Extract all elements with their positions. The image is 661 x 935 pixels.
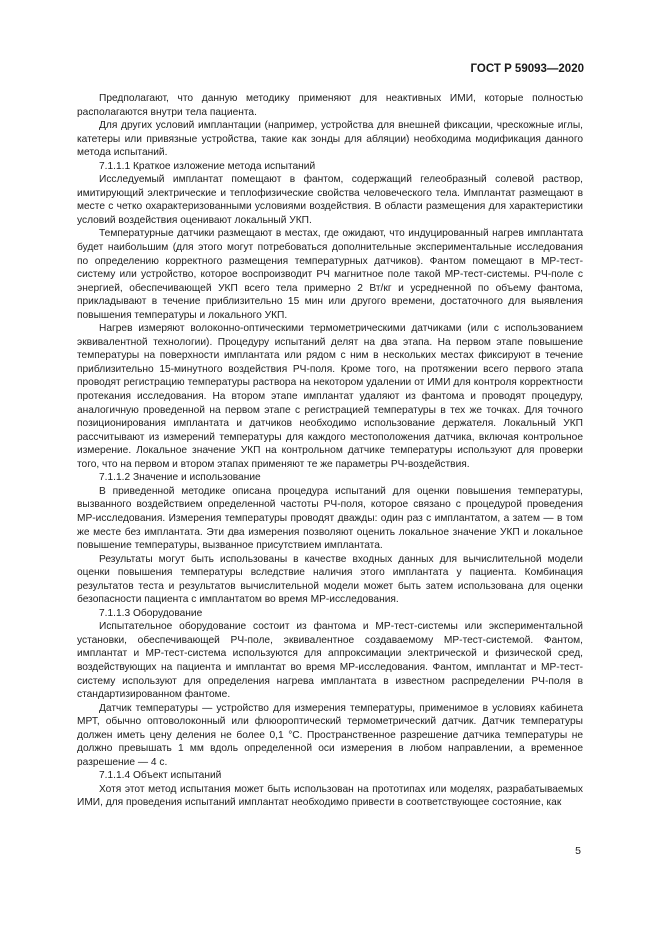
standard-designation: ГОСТ Р 59093—2020	[470, 63, 584, 75]
paragraph: Температурные датчики размещают в местах, где ожидают, что индуцированный нагрев имплантата будет наибольшим (для этого могут потребоваться дополнительные экспериментальные исследования по определению корректного размещения температурных датчиков). Фантом помещают в МР-тест-систему или устройство, которое воспроизводит РЧ магнитное поле такой МР-тест-системы. РЧ-поле с энергией, обеспечивающей УКП всего тела примерно 2 Вт/кг и усредненной по объему фантома, прикладывают в течение приблизительно 15 мин или другого времени, достаточного для выявления повышения температуры и локального УКП.	[77, 228, 583, 321]
paragraph: Датчик температуры — устройство для измерения температуры, применимое в условиях кабинета МРТ, обычно оптоволоконный или флюороптический термометрический датчик. Датчик температуры должен иметь цену деления не более 0,1 °С. Пространственное разрешение датчика температуры не должно превышать 1 мм вдоль определенной оси измерения в любом направлении, а временное разрешение — 4 с.	[77, 702, 583, 768]
section-heading: 7.1.1.4 Объект испытаний	[99, 770, 222, 782]
section-heading: 7.1.1.3 Оборудование	[99, 607, 203, 619]
paragraph: Хотя этот метод испытания может быть использован на прототипах или моделях, разрабатываемых ИМИ, для проведения испытаний имплантат необходимо привести в соответствующее состояние, как	[77, 783, 583, 809]
paragraph: Нагрев измеряют волоконно-оптическими термометрическими датчиками (или с использованием эквивалентной технологии). Процедуру испытаний делят на два этапа. На первом этапе повышение температуры на поверхности имплантата или рядом с ним в нескольких местах фиксируют в течение приблизительно 15-минутного воздействия РЧ-поля. Кроме того, на протяжении всего первого этапа проводят регистрацию температуры раствора на некотором удалении от ИМИ для контроля корректности протекания исследования. На втором этапе имплантат удаляют из фантома и проводят процедуру, аналогичную проведенной на первом этапе с регистрацией температуры в тех же точках. Для точного позиционирования имплантата и датчиков необходимо использование держателя. Локальный УКП рассчитывают из измерений температуры для каждого местоположения датчика, включая контрольное измерение. Локальное значение УКП на контрольном датчике температуры используют для проверки того, что на первом и втором этапах применяют те же параметры РЧ-воздействия.	[77, 323, 583, 470]
paragraph: Исследуемый имплантат помещают в фантом, содержащий гелеобразный солевой раствор, имитирующий электрические и теплофизические свойства человеческого тела. Имплантат размещают в месте с четко охарактеризованными условиями воздействия. В области размещения для характеристики условий воздействия оценивают локальный УКП.	[77, 174, 583, 226]
page-number: 5	[575, 845, 581, 857]
section-heading: 7.1.1.2 Значение и использование	[99, 472, 261, 484]
paragraph: В приведенной методике описана процедура испытаний для оценки повышения температуры, вызванного воздействием определенной частоты РЧ-поля, которое связано с процедурой проведения МР-исследования. Измерения температуры проводят дважды: один раз с имплантатом, а затем — в том же месте без имплантата. Эти два измерения позволяют оценить локальное значение УКП и локальное повышение температуры, вызванное присутствием имплантата.	[77, 485, 583, 552]
body-text	[77, 92, 583, 810]
paragraph: Для других условий имплантации (например, устройства для внешней фиксации, чрескожные иглы, катетеры или привязные устройства, такие как зонды для абляции) необходима модификация данного метода испытаний.	[77, 120, 583, 159]
paragraph: Результаты могут быть использованы в качестве входных данных для вычислительной модели оценки повышения температуры вследствие наличия этого имплантата у пациента. Комбинация результатов теста и результатов вычислительной модели может быть затем использована для оценки безопасности пациента с имплантатом во время МР-исследования.	[77, 553, 583, 606]
paragraph: Предполагают, что данную методику применяют для неактивных ИМИ, которые полностью располагаются внутри тела пациента.	[77, 93, 583, 118]
section-heading: 7.1.1.1 Краткое изложение метода испытаний	[99, 160, 316, 172]
paragraph: Испытательное оборудование состоит из фантома и МР-тест-системы или экспериментальной установки, обеспечивающей РЧ-поле, эквивалентное создаваемому МР-тест-системой. Фантом, имплантат и МР-тест-система используются для аппроксимации электрической и физической сред, воздействующих на пациента и имплантат во время МР-исследования. Фантом, имплантат и МР-тест-систему используют для определения нагрева имплантата в известном распределении РЧ-поля в стандартизированном фантоме.	[77, 621, 583, 701]
